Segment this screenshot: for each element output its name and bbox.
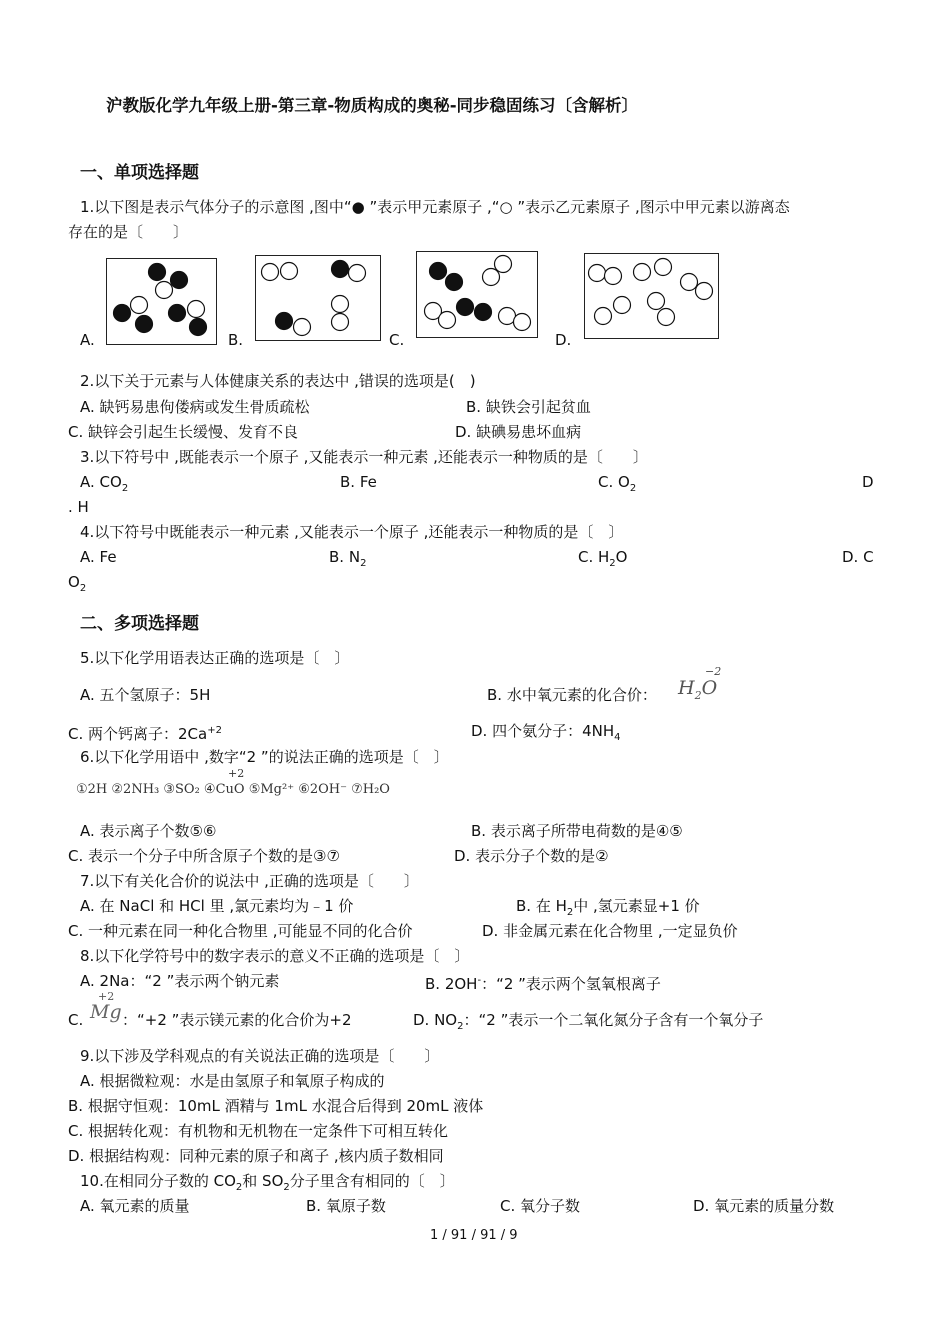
page-title: 沪教版化学九年级上册-第三章-物质构成的奥秘-同步稳固练习〔含解析〕 bbox=[106, 96, 639, 115]
q2-option-a: A. 缺钙易患佝偻病或发生骨质疏松 bbox=[80, 398, 310, 416]
q3-option-c: C. $O_2$ bbox=[598, 473, 637, 494]
q7-stem: 7.以下有关化合价的说法中 ,正确的选项是〔 〕 bbox=[80, 872, 419, 890]
q8-option-c-text: ：“+2 ”表示镁元素的化合价为+2 bbox=[122, 1011, 352, 1029]
q8-option-c-label: C. bbox=[68, 1011, 84, 1029]
q9-option-a: A. 根据微粒观：水是由氢原子和氧原子构成的 bbox=[80, 1072, 385, 1090]
q8-mg-charge: +2 bbox=[98, 990, 115, 1003]
q7-option-d: D. 非金属元素在化合物里 ,一定显负价 bbox=[482, 922, 738, 940]
q1-label-b: B. bbox=[228, 331, 244, 349]
q5-option-c: C. 两个钙离子：$2Ca^{+2}$ bbox=[68, 725, 222, 743]
q1-stem-cont: 存在的是〔 〕 bbox=[68, 223, 189, 241]
q2-option-b: B. 缺铁会引起贫血 bbox=[466, 398, 591, 416]
q5-option-b: B. 水中氧元素的化合价： bbox=[487, 686, 657, 704]
section-heading-multiple-choice: 二、多项选择题 bbox=[80, 614, 199, 634]
q5-stem: 5.以下化学用语表达正确的选项是〔 〕 bbox=[80, 649, 350, 667]
q9-stem: 9.以下涉及学科观点的有关说法正确的选项是〔 〕 bbox=[80, 1047, 440, 1065]
q3-option-a: A. $CO_2$ bbox=[80, 473, 129, 494]
q9-option-c: C. 根据转化观：有机物和无机物在一定条件下可相互转化 bbox=[68, 1122, 449, 1140]
q3-option-d-letter: D bbox=[862, 473, 874, 491]
q4-option-a: A. Fe bbox=[80, 548, 117, 566]
q1-figure-a bbox=[106, 258, 217, 345]
q3-option-d-text: . H bbox=[68, 498, 89, 516]
q1-label-a: A. bbox=[80, 331, 95, 349]
q4-option-d-end: $O_2$ bbox=[68, 573, 87, 594]
q1-stem: 1.以下图是表示气体分子的示意图 ,图中“● ”表示甲元素原子 ,“○ ”表示乙元素原子 ,图示中甲元素以游离态 bbox=[80, 198, 790, 216]
q3-option-b: B. Fe bbox=[340, 473, 377, 491]
q1-label-c: C. bbox=[389, 331, 405, 349]
q6-option-d: D. 表示分子个数的是② bbox=[454, 847, 609, 865]
page-number: 1 / 91 / 91 / 9 bbox=[430, 1228, 518, 1243]
q1-figure-b bbox=[255, 255, 381, 341]
q1-figure-c bbox=[416, 251, 538, 338]
q10-option-a: A. 氧元素的质量 bbox=[80, 1197, 190, 1215]
q7-option-b: B. 在 $H_2$中 ,氢元素显+1 价 bbox=[516, 897, 700, 918]
q2-option-d: D. 缺碘易患坏血病 bbox=[455, 423, 582, 441]
q10-option-d: D. 氧元素的质量分数 bbox=[693, 1197, 835, 1215]
q7-option-c: C. 一种元素在同一种化合物里 ,可能显不同的化合价 bbox=[68, 922, 413, 940]
q6-option-c: C. 表示一个分子中所含原子个数的是③⑦ bbox=[68, 847, 340, 865]
q9-option-d: D. 根据结构观：同种元素的原子和离子 ,核内质子数相同 bbox=[68, 1147, 444, 1165]
q6-stem: 6.以下化学用语中 ,数字“2 ”的说法正确的选项是〔 〕 bbox=[80, 748, 449, 766]
q2-option-c: C. 缺锌会引起生长缓慢、发育不良 bbox=[68, 423, 299, 441]
q10-stem: 10.在相同分子数的 $CO_2$和 $SO_2$分子里含有相同的〔 〕 bbox=[80, 1172, 455, 1193]
q6-option-a: A. 表示离子个数⑤⑥ bbox=[80, 822, 217, 840]
q2-stem: 2.以下关于元素与人体健康关系的表达中 ,错误的选项是( ) bbox=[80, 372, 476, 390]
q8-option-d: D. $NO_2$：“2 ”表示一个二氧化氮分子含有一个氧分子 bbox=[413, 1011, 764, 1032]
q8-option-b: B. 2OH-：“2 ”表示两个氢氧根离子 bbox=[425, 975, 661, 993]
q8-stem: 8.以下化学符号中的数字表示的意义不正确的选项是〔 〕 bbox=[80, 947, 470, 965]
q6-formula-list: ①2H ②2NH₃ ③SO₂ ④CuO ⑤Mg²⁺ ⑥2OH⁻ ⑦H₂O bbox=[76, 782, 390, 797]
q10-option-b: B. 氧原子数 bbox=[306, 1197, 386, 1215]
q6-cuo-charge: +2 bbox=[228, 767, 245, 780]
q10-option-c: C. 氧分子数 bbox=[500, 1197, 581, 1215]
q7-option-a: A. 在 NaCl 和 HCl 里 ,氯元素均为﹣1 价 bbox=[80, 897, 354, 915]
q1-figure-d bbox=[584, 253, 719, 339]
q5-option-d: D. 四个氨分子：$4NH_4$ bbox=[471, 722, 621, 743]
q5-water-valence-formula: −2 $H_2O$ bbox=[678, 665, 722, 702]
q5-option-a: A. 五个氢原子：5H bbox=[80, 686, 211, 704]
q6-option-b: B. 表示离子所带电荷数的是④⑤ bbox=[471, 822, 683, 840]
q4-option-b: B. $N_2$ bbox=[329, 548, 367, 569]
q4-stem: 4.以下符号中既能表示一种元素 ,又能表示一个原子 ,还能表示一种物质的是〔 〕 bbox=[80, 523, 624, 541]
q8-mg-symbol: Mg bbox=[90, 1001, 122, 1023]
q4-option-c: C. $H_2O$ bbox=[578, 548, 628, 569]
q9-option-b: B. 根据守恒观：10mL 酒精与 1mL 水混合后得到 20mL 液体 bbox=[68, 1097, 484, 1115]
q3-stem: 3.以下符号中 ,既能表示一个原子 ,又能表示一种元素 ,还能表示一种物质的是〔 〕 bbox=[80, 448, 648, 466]
section-heading-single-choice: 一、单项选择题 bbox=[80, 163, 199, 183]
q8-option-a: A. 2Na：“2 ”表示两个钠元素 bbox=[80, 972, 280, 990]
q5-oxygen-charge: −2 bbox=[705, 665, 722, 678]
q1-label-d: D. bbox=[555, 331, 572, 349]
q4-option-d-start: D. C bbox=[842, 548, 874, 566]
